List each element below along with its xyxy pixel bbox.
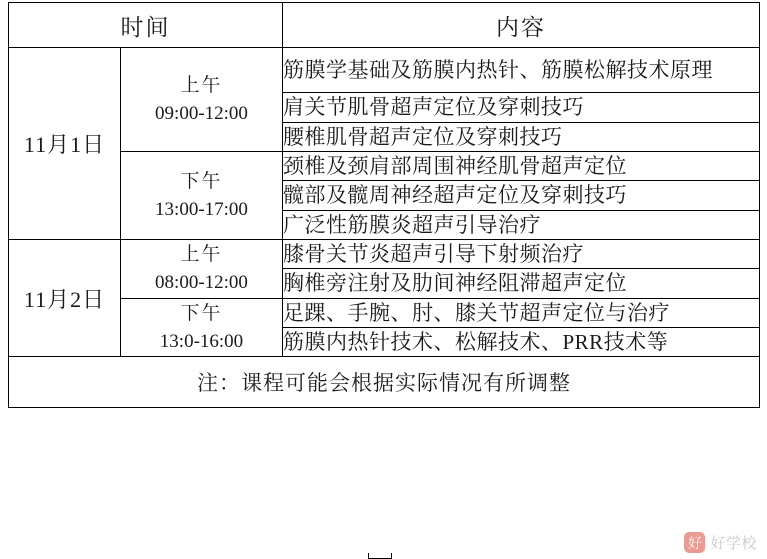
content-cell: 胸椎旁注射及肋间神经阻滞超声定位 (283, 269, 760, 298)
session-cell-day2-morning (121, 240, 283, 299)
content-cell: 肩关节肌骨超声定位及穿刺技巧 (283, 93, 760, 122)
content-cell: 腰椎肌骨超声定位及穿刺技巧 (283, 122, 760, 151)
header-time: 时间 (9, 3, 283, 48)
content-cell: 颈椎及颈肩部周围神经肌骨超声定位 (283, 152, 760, 181)
session-cell-day2-afternoon (121, 298, 283, 357)
content-cell: 足踝、手腕、肘、膝关节超声定位与治疗 (283, 298, 760, 327)
schedule-note: 注：课程可能会根据实际情况有所调整 (9, 357, 760, 408)
table-header-row (9, 3, 760, 48)
session-label: 下午 (180, 171, 223, 192)
watermark (684, 532, 757, 553)
session-time: 08:00-12:00 (155, 271, 248, 293)
date-cell-day1: 11月1日 (9, 48, 121, 240)
content-cell: 广泛性筋膜炎超声引导治疗 (283, 210, 760, 239)
header-content: 内容 (283, 3, 760, 48)
table-row (9, 152, 760, 181)
table-note-row (9, 357, 760, 408)
course-schedule-table (8, 2, 760, 408)
page-bottom-stub (368, 553, 392, 559)
table-row (9, 240, 760, 269)
session-cell-day1-afternoon (121, 152, 283, 240)
session-cell-day1-morning (121, 48, 283, 152)
table-row (9, 298, 760, 327)
date-cell-day2: 11月2日 (9, 240, 121, 357)
session-time: 13:00-17:00 (155, 198, 248, 220)
content-cell: 筋膜学基础及筋膜内热针、筋膜松解技术原理 (283, 48, 760, 93)
content-cell: 膝骨关节炎超声引导下射频治疗 (283, 240, 760, 269)
watermark-logo-icon: 好 (684, 532, 705, 553)
content-cell: 髋部及髋周神经超声定位及穿刺技巧 (283, 181, 760, 210)
session-label: 上午 (180, 244, 223, 266)
content-cell: 筋膜内热针技术、松解技术、PRR技术等 (283, 328, 760, 357)
session-time: 09:00-12:00 (155, 102, 248, 124)
session-label: 下午 (180, 303, 223, 325)
session-label: 上午 (180, 74, 223, 96)
watermark-text: 好学校 (710, 535, 757, 552)
course-schedule-sheet (8, 2, 759, 408)
table-row (9, 48, 760, 93)
session-time: 13:0-16:00 (159, 330, 244, 352)
